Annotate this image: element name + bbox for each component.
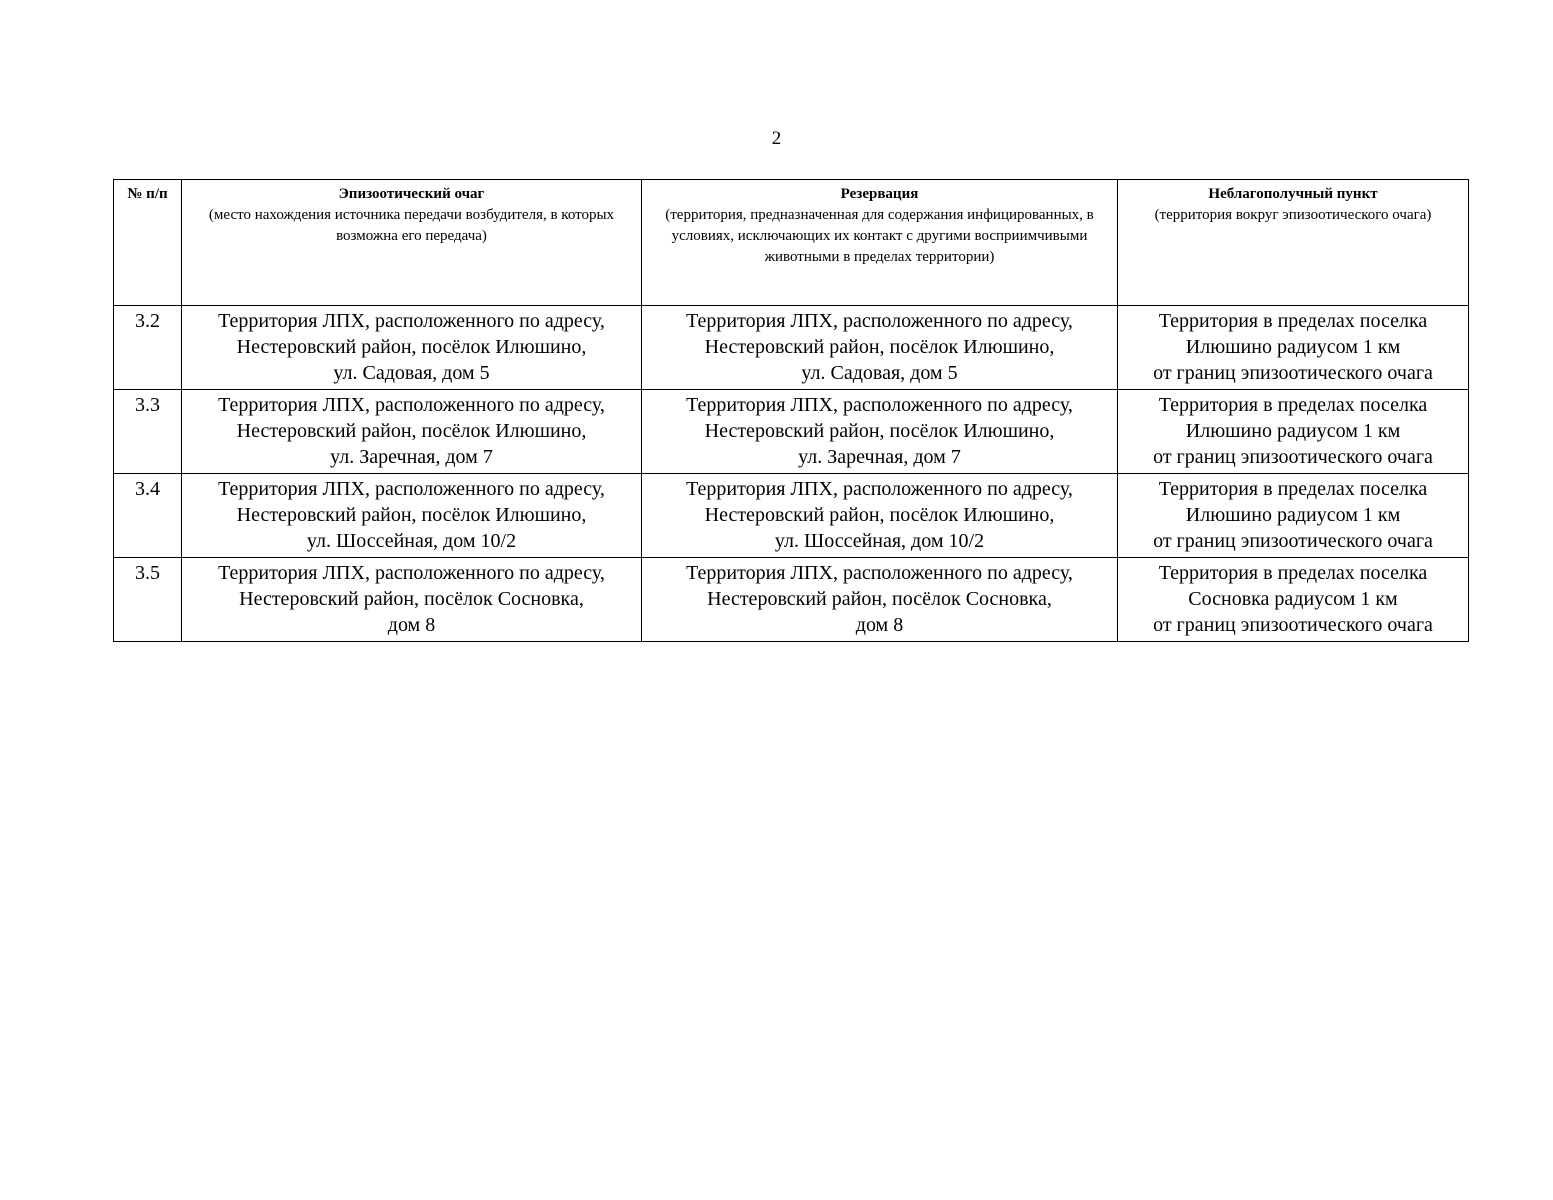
header-reservation — [642, 180, 1118, 306]
reservation-line: Территория ЛПХ, расположенного по адресу, — [686, 394, 1073, 416]
page-number: 2 — [771, 128, 782, 149]
header-focus — [182, 180, 642, 306]
reservation-line: Нестеровский район, посёлок Илюшино, — [704, 336, 1055, 358]
reservation-line: дом 8 — [855, 614, 904, 636]
header-focus-title: Эпизоотический очаг — [338, 186, 485, 202]
unsafe-point-line: Территория в пределах поселка — [1158, 562, 1428, 584]
reservation-line: Территория ЛПХ, расположенного по адресу, — [686, 478, 1073, 500]
focus-line: Нестеровский район, посёлок Илюшино, — [236, 336, 587, 358]
focus-line: Территория ЛПХ, расположенного по адресу, — [218, 310, 605, 332]
table-row — [114, 558, 1469, 642]
header-number — [114, 180, 182, 306]
unsafe-point-line: Илюшино радиусом 1 км — [1185, 336, 1401, 358]
row-number: 3.5 — [114, 558, 182, 642]
header-focus-description: (место нахождения источника передачи возбудителя, в которых возможна его передача) — [208, 207, 615, 244]
table-header-row — [114, 180, 1469, 306]
row-focus — [182, 390, 642, 474]
row-focus — [182, 558, 642, 642]
reservation-line: Нестеровский район, посёлок Илюшино, — [704, 420, 1055, 442]
table-row — [114, 474, 1469, 558]
row-focus — [182, 306, 642, 390]
unsafe-point-line: Территория в пределах поселка — [1158, 394, 1428, 416]
row-unsafe-point — [1118, 390, 1469, 474]
header-unsafe-point-title: Неблагополучный пункт — [1208, 186, 1378, 202]
focus-line: дом 8 — [387, 614, 436, 636]
focus-line: Нестеровский район, посёлок Илюшино, — [236, 420, 587, 442]
unsafe-point-line: Территория в пределах поселка — [1158, 310, 1428, 332]
focus-line: Территория ЛПХ, расположенного по адресу, — [218, 478, 605, 500]
reservation-line: ул. Садовая, дом 5 — [801, 362, 958, 384]
unsafe-point-line: от границ эпизоотического очага — [1153, 446, 1433, 468]
episootic-table — [113, 179, 1469, 642]
row-reservation — [642, 558, 1118, 642]
row-unsafe-point — [1118, 306, 1469, 390]
row-number: 3.3 — [114, 390, 182, 474]
header-reservation-description: (территория, предназначенная для содержания инфицированных, в условиях, исключающих их контакт с другими восприимчивыми животными в пределах территории) — [665, 207, 1094, 265]
row-reservation — [642, 390, 1118, 474]
focus-line: Нестеровский район, посёлок Илюшино, — [236, 504, 587, 526]
focus-line: Нестеровский район, посёлок Сосновка, — [239, 588, 584, 610]
reservation-line: ул. Шоссейная, дом 10/2 — [774, 530, 985, 552]
reservation-line: Нестеровский район, посёлок Илюшино, — [704, 504, 1055, 526]
table-row — [114, 390, 1469, 474]
unsafe-point-line: Илюшино радиусом 1 км — [1185, 420, 1401, 442]
reservation-line: ул. Заречная, дом 7 — [798, 446, 961, 468]
reservation-line: Территория ЛПХ, расположенного по адресу, — [686, 562, 1073, 584]
header-reservation-title: Резервация — [840, 186, 919, 202]
row-number: 3.4 — [114, 474, 182, 558]
row-focus — [182, 474, 642, 558]
unsafe-point-line: от границ эпизоотического очага — [1153, 530, 1433, 552]
row-unsafe-point — [1118, 558, 1469, 642]
focus-line: ул. Садовая, дом 5 — [333, 362, 490, 384]
unsafe-point-line: от границ эпизоотического очага — [1153, 362, 1433, 384]
row-reservation — [642, 306, 1118, 390]
focus-line: Территория ЛПХ, расположенного по адресу, — [218, 394, 605, 416]
focus-line: Территория ЛПХ, расположенного по адресу, — [218, 562, 605, 584]
header-unsafe-point-description: (территория вокруг эпизоотического очага) — [1154, 207, 1432, 223]
unsafe-point-line: Сосновка радиусом 1 км — [1188, 588, 1398, 610]
unsafe-point-line: от границ эпизоотического очага — [1153, 614, 1433, 636]
focus-line: ул. Заречная, дом 7 — [330, 446, 493, 468]
table-row — [114, 306, 1469, 390]
unsafe-point-line: Илюшино радиусом 1 км — [1185, 504, 1401, 526]
unsafe-point-line: Территория в пределах поселка — [1158, 478, 1428, 500]
header-number-title: № п/п — [127, 186, 168, 202]
row-reservation — [642, 474, 1118, 558]
row-number: 3.2 — [114, 306, 182, 390]
reservation-line: Территория ЛПХ, расположенного по адресу, — [686, 310, 1073, 332]
header-unsafe-point — [1118, 180, 1469, 306]
focus-line: ул. Шоссейная, дом 10/2 — [306, 530, 517, 552]
reservation-line: Нестеровский район, посёлок Сосновка, — [707, 588, 1052, 610]
row-unsafe-point — [1118, 474, 1469, 558]
